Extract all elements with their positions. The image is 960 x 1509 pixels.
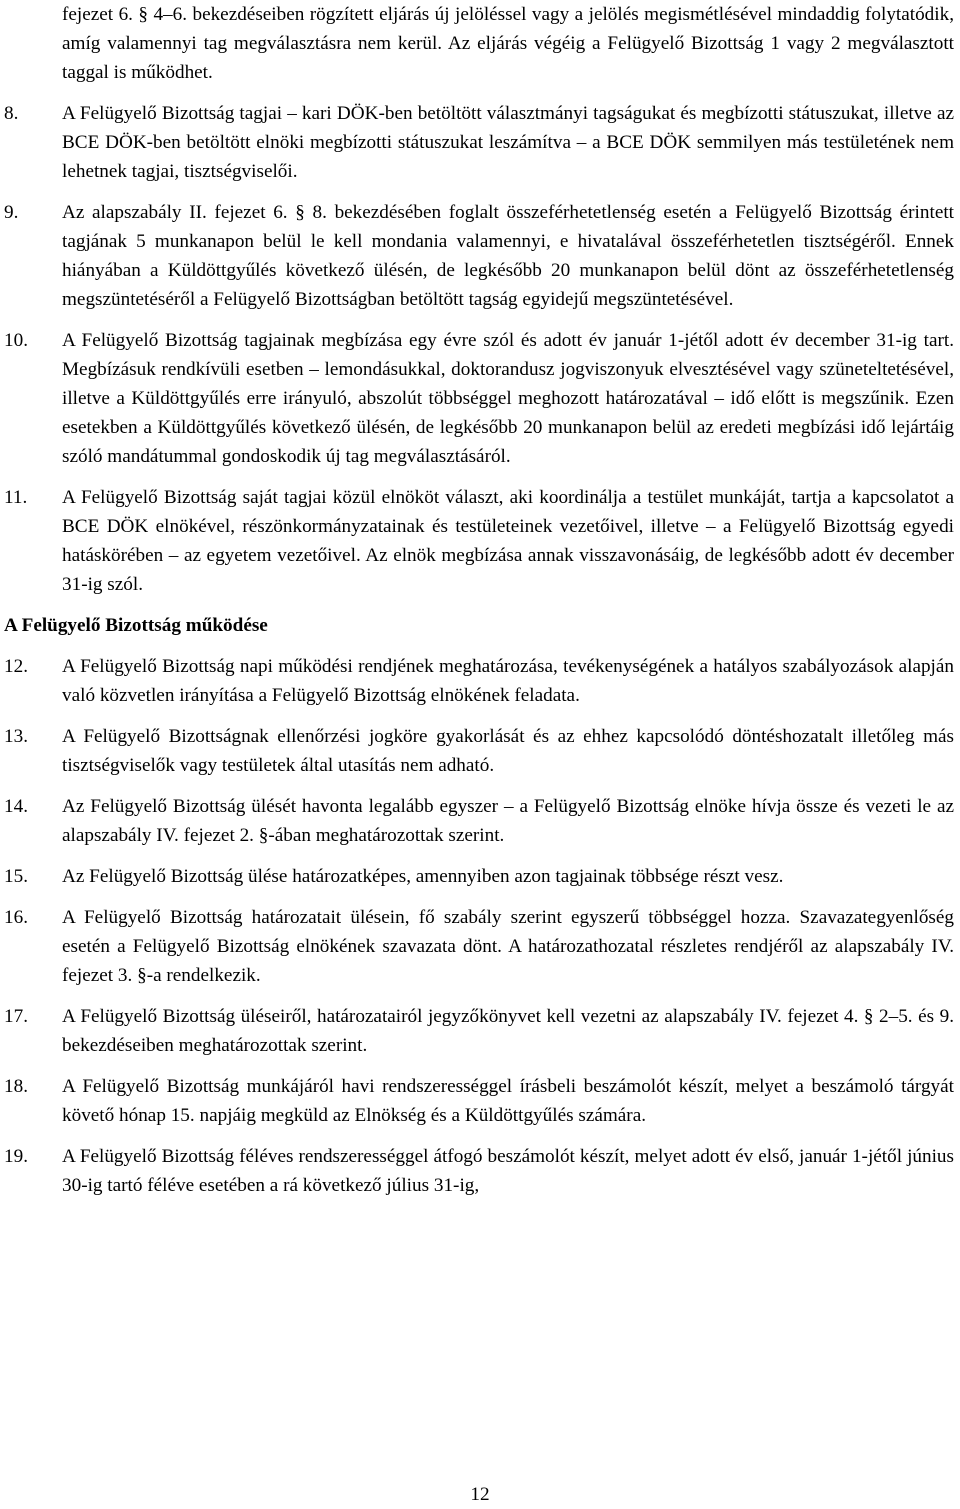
numbered-paragraph: [4, 1072, 954, 1130]
numbered-paragraph: [4, 1002, 954, 1060]
paragraph-list-operation: [4, 652, 954, 1200]
numbered-paragraph: [4, 903, 954, 990]
paragraph-text: A Felügyelő Bizottság munkájáról havi rendszerességgel írásbeli beszámolót készít, melyet a beszámoló tárgyát követő hónap 15. napjáig megküld az Elnökség és a Küldöttgyűlés számára.: [62, 1076, 954, 1126]
paragraph-number: 16.: [4, 907, 28, 928]
page-number: 12: [470, 1484, 490, 1505]
paragraph-text: A Felügyelő Bizottság napi működési rendjének meghatározása, tevékenységének a hatályos szabályozások alapján való közvetlen irányítása a Felügyelő Bizottság elnökének feladata.: [62, 656, 954, 706]
continuation-paragraph: fejezet 6. § 4–6. bekezdéseiben rögzített eljárás új jelöléssel vagy a jelölés megismétlésével mindaddig folytatódik, amíg valamennyi tag megválasztásra nem kerül. Az eljárás végéig a Felügyelő Bizottság 1 vagy 2 megválasztott taggal is működhet.: [62, 4, 954, 83]
paragraph-number: 13.: [4, 726, 28, 747]
paragraph-text: Az Felügyelő Bizottság ülése határozatképes, amennyiben azon tagjainak többsége részt vesz.: [62, 866, 784, 887]
numbered-paragraph: [4, 1142, 954, 1200]
section-heading: A Felügyelő Bizottság működése: [4, 615, 268, 636]
numbered-paragraph: [4, 99, 954, 186]
numbered-paragraph: [4, 722, 954, 780]
paragraph-number: 14.: [4, 796, 28, 817]
paragraph-number: 8.: [4, 103, 19, 124]
paragraph-number: 11.: [4, 487, 28, 508]
paragraph-number: 10.: [4, 330, 28, 351]
paragraph-text: A Felügyelő Bizottság tagjai – kari DÖK-ben betöltött választmányi tagságukat és megbízotti státuszukat, illetve az BCE DÖK-ben betöltött elnöki megbízotti státuszukat leszámítva – a BCE DÖK semmilyen más testületének nem lehetnek tagjai, tisztségviselői.: [62, 103, 954, 182]
document-body: [4, 0, 954, 1200]
paragraph-number: 18.: [4, 1076, 28, 1097]
paragraph-text: A Felügyelő Bizottságnak ellenőrzési jogköre gyakorlását és az ehhez kapcsolódó döntéshozatalt illetőleg más tisztségviselők vagy testületek által utasítás nem adható.: [62, 726, 954, 776]
numbered-paragraph: [4, 792, 954, 850]
paragraph-number: 19.: [4, 1146, 28, 1167]
paragraph-text: A Felügyelő Bizottság üléseiről, határozatairól jegyzőkönyvet kell vezetni az alapszabály IV. fejezet 4. § 2–5. és 9. bekezdéseiben meghatározottak szerint.: [62, 1006, 954, 1056]
paragraph-number: 12.: [4, 656, 28, 677]
numbered-paragraph: [4, 198, 954, 314]
paragraph-text: A Felügyelő Bizottság tagjainak megbízása egy évre szól és adott év január 1-jétől adott év december 31-ig tart. Megbízásuk rendkívüli esetben – lemondásukkal, doktorandusz jogviszonyuk elvesztésével vagy szüneteltetésével, illetve a Küldöttgyűlés erre irányuló, abszolút többséggel meghozott határozatával – idő előtt is megszűnik. Ezen esetekben a Küldöttgyűlés következő ülésén, de legkésőbb 20 munkanapon belül az eredeti megbízási idő lejártáig szóló mandátummal gondoskodik új tag megválasztásáról.: [62, 330, 954, 467]
paragraph-number: 17.: [4, 1006, 28, 1027]
paragraph-text: Az alapszabály II. fejezet 6. § 8. bekezdésében foglalt összeférhetetlenség esetén a Felügyelő Bizottság érintett tagjának 5 munkanapon belül le kell mondania valamennyi, e hivatalával összeférhetetlen tisztségéről. Ennek hiányában a Küldöttgyűlés következő ülésén, de legkésőbb 20 munkanapon belül dönt az összeférhetetlenség megszüntetéséről a Felügyelő Bizottságban betöltött tagság egyidejű megszüntetésével.: [62, 202, 954, 310]
paragraph-text: A Felügyelő Bizottság határozatait ülésein, fő szabály szerint egyszerű többséggel hozza. Szavazategyenlőség esetén a Felügyelő Bizottság elnökének szavazata dönt. A határozathozatal részletes rendjéről az alapszabály IV. fejezet 3. §-a rendelkezik.: [62, 907, 954, 986]
paragraph-text: A Felügyelő Bizottság féléves rendszerességgel átfogó beszámolót készít, melyet adott év első, január 1-jétől június 30-ig tartó féléve esetében a rá következő július 31-ig,: [62, 1146, 954, 1196]
paragraph-number: 9.: [4, 202, 19, 223]
paragraph-list-membership: [4, 99, 954, 599]
numbered-paragraph: [4, 483, 954, 599]
paragraph-text: Az Felügyelő Bizottság ülését havonta legalább egyszer – a Felügyelő Bizottság elnöke hívja össze és vezeti le az alapszabály IV. fejezet 2. §-ában meghatározottak szerint.: [62, 796, 954, 846]
numbered-paragraph: [4, 652, 954, 710]
numbered-paragraph: [4, 326, 954, 471]
paragraph-number: 15.: [4, 866, 28, 887]
paragraph-text: A Felügyelő Bizottság saját tagjai közül elnököt választ, aki koordinálja a testület munkáját, tartja a kapcsolatot a BCE DÖK elnökével, részönkormányzatainak és testületeinek vezetőivel, illetve – a Felügyelő Bizottság egyedi hatáskörében – az egyetem vezetőivel. Az elnök megbízása annak visszavonásáig, de legkésőbb adott év december 31-ig szól.: [62, 487, 954, 595]
numbered-paragraph: [4, 862, 954, 891]
